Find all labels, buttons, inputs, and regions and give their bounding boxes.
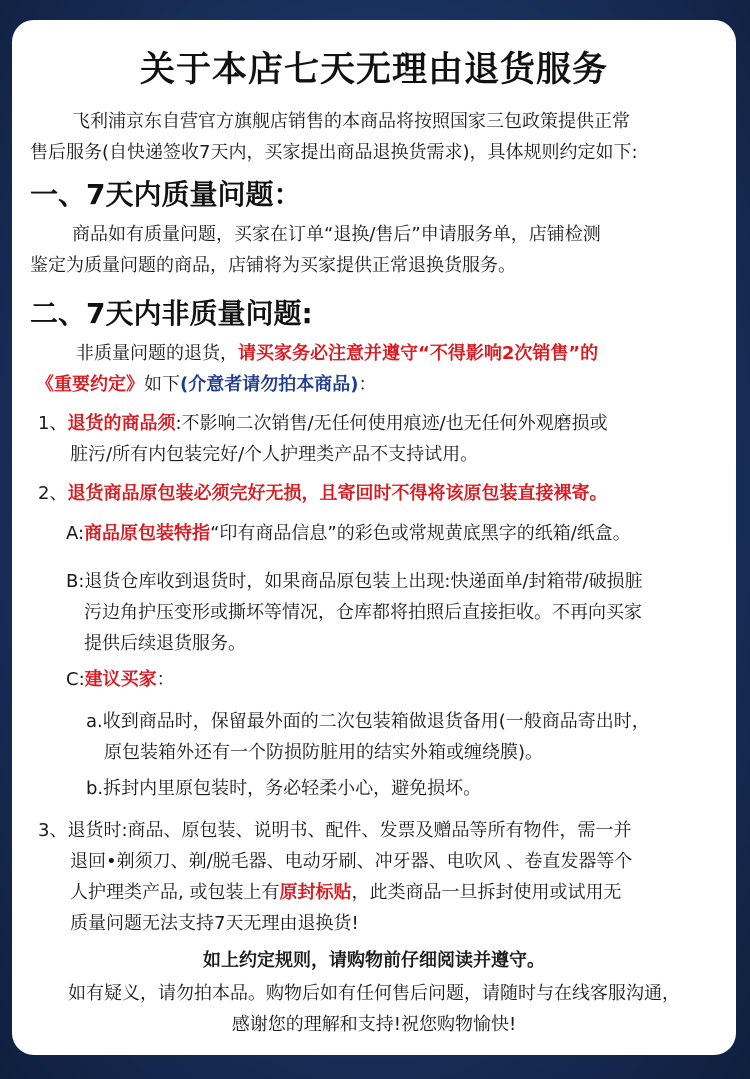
- item-2-line: [38, 478, 607, 509]
- footer-bold-notice: 如上约定规则，请购物前仔细阅读并遵守。: [203, 950, 545, 971]
- section-2-intro-note: (介意者请勿拍本商品): [180, 374, 359, 395]
- item-3-text-b: ，此类商品一旦拆封使用或试用无: [351, 882, 622, 903]
- intro-line-2: 售后服务(自快递签收7天内，买家提出商品退换货需求)，具体规则约定如下:: [30, 142, 638, 163]
- item-3-line-4: 质量问题无法支持7天无理由退换货!: [70, 913, 359, 934]
- intro-line-1: 飞利浦京东自营官方旗舰店销售的本商品将按照国家三包政策提供正常: [72, 111, 630, 132]
- sub-c-highlight: 建议买家: [84, 669, 157, 690]
- sub-c-line: [66, 664, 175, 695]
- section-2-intro-colon: ：: [358, 374, 377, 395]
- item-2-number: 2、: [38, 483, 68, 504]
- item-3-highlight: 原封标贴: [279, 882, 352, 903]
- section-2-intro-line-1: [76, 338, 598, 369]
- important-agreement-label: 《重要约定》: [36, 374, 144, 395]
- section-2-intro-text: 非质量问题的退货，: [76, 343, 238, 364]
- section-2-heading: 二、7天内非质量问题:: [30, 297, 313, 330]
- item-1-line-2: 脏污/所有内包装完好/个人护理类产品不支持试用。: [70, 444, 479, 465]
- section-1-heading: 一、7天内质量问题：: [30, 178, 302, 211]
- policy-card: [12, 20, 736, 1055]
- section-1-line-2: 鉴定为质量问题的商品，店铺将为买家提供正常退换货服务。: [30, 255, 516, 276]
- sub-c-a-line-2: 原包装箱外还有一个防损防脏用的结实外箱或缠绕膜)。: [104, 742, 544, 763]
- section-2-intro-line-2: [36, 369, 376, 400]
- sub-c-colon: ：: [156, 669, 175, 690]
- item-1-text: :不影响二次销售/无任何使用痕迹/也无任何外观磨损或: [175, 413, 608, 434]
- footer-line-2: 感谢您的理解和支持!祝您购物愉快!: [231, 1014, 517, 1035]
- item-3-line-3: [70, 877, 621, 908]
- section-2-intro-rest: 如下: [144, 374, 180, 395]
- sub-c-a-line-1: a.收到商品时，保留最外面的二次包装箱做退货备用(一般商品寄出时，: [86, 711, 650, 732]
- footer-line-1: 如有疑义，请勿拍本品。购物后如有任何售后问题，请随时与在线客服沟通，: [68, 983, 680, 1004]
- item-2-highlight: 退货商品原包装必须完好无损，且寄回时不得将该原包装直接裸寄。: [67, 483, 608, 504]
- sub-a-highlight: 商品原包装特指: [84, 523, 211, 544]
- section-1-line-1: 商品如有质量问题，买家在订单“退换/售后”申请服务单，店铺检测: [72, 224, 601, 245]
- sub-a-label: A:: [66, 523, 85, 544]
- item-3-text-a: 人护理类产品, 或包装上有: [70, 882, 280, 903]
- item-1-number: 1、: [38, 413, 68, 434]
- item-3-line-2: 退回•剃须刀、剃/脱毛器、电动牙刷、冲牙器、电吹风 、卷直发器等个: [70, 851, 633, 872]
- sub-c-label: C:: [66, 669, 85, 690]
- sub-a-line: [66, 518, 631, 549]
- sub-a-text: “印有商品信息”的彩色或常规黄底黑字的纸箱/纸盒。: [210, 523, 631, 544]
- item-3-line-1: 3、退货时:商品、原包装、说明书、配件、发票及赠品等所有物件，需一并: [38, 820, 632, 841]
- sub-c-b-line-1: b.拆封内里原包装时，务必轻柔小心，避免损坏。: [86, 778, 482, 799]
- item-1-line-1: [38, 408, 608, 439]
- sub-b-line-1: B:退货仓库收到退货时，如果商品原包装上出现:快递面单/封箱带/破损脏: [66, 571, 643, 592]
- section-2-intro-warning: 请买家务必注意并遵守“不得影响2次销售”的: [238, 343, 599, 364]
- sub-b-line-3: 提供后续退货服务。: [84, 633, 246, 654]
- item-1-highlight: 退货的商品须: [67, 413, 176, 434]
- page-title: 关于本店七天无理由退货服务: [139, 50, 608, 90]
- sub-b-line-2: 污边角护压变形或撕坏等情况，仓库都将拍照后直接拒收。不再向买家: [84, 602, 642, 623]
